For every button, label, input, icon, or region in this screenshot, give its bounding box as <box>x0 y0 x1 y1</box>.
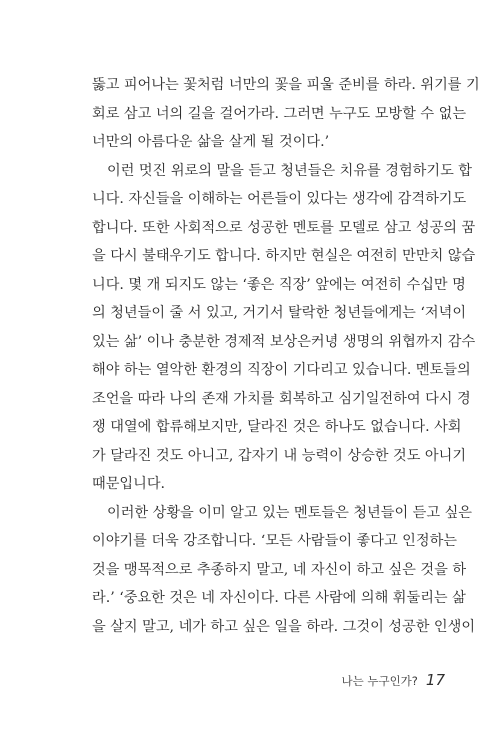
text-line: 가 달라진 것도 아니고, 갑자기 내 능력이 상승한 것도 아니기 <box>92 447 467 464</box>
text-line: 회로 삼고 너의 길을 걸어가라. 그러면 누구도 모방할 수 없는 <box>92 105 467 122</box>
body-text <box>92 71 480 641</box>
text-line: 이야기를 더욱 강조합니다. ‘모든 사람들이 좋다고 인정하는 <box>92 533 458 549</box>
running-title: 나는 누구인가? <box>341 674 418 688</box>
text-line: 라.’ ‘중요한 것은 네 자신이다. 다른 사람에 의해 휘둘리는 삶 <box>92 590 466 606</box>
text-line: 해야 하는 열악한 환경의 직장이 기다리고 있습니다. 멘토들의 <box>92 362 471 378</box>
text-line: 이러한 상황을 이미 알고 있는 멘토들은 청년들이 듣고 싶은 <box>107 504 473 521</box>
text-line: 쟁 대열에 합류해보지만, 달라진 것은 하나도 없습니다. 사회 <box>92 419 462 435</box>
text-line: 니다. 몇 개 되지도 않는 ‘좋은 직장’ 앞에는 여전히 수십만 명 <box>92 276 466 293</box>
page-number: 17 <box>425 671 445 689</box>
text-line: 뚫고 피어나는 꽃처럼 너만의 꽃을 피울 준비를 하라. 위기를 기 <box>92 77 480 93</box>
text-line: 을 살지 말고, 네가 하고 싶은 일을 하라. 그것이 성공한 인생이 <box>92 618 476 635</box>
text-line: 합니다. 또한 사회적으로 성공한 멘토를 모델로 삼고 성공의 꿈 <box>92 219 476 236</box>
text-line: 이런 멋진 위로의 말을 듣고 청년들은 치유를 경험하기도 합 <box>107 162 473 179</box>
page-footer <box>300 671 445 695</box>
text-line: 때문입니다. <box>92 476 166 492</box>
text-line: 의 청년들이 줄 서 있고, 거기서 탈락한 청년들에게는 ‘저녁이 <box>92 305 467 321</box>
text-line: 너만의 아름다운 삶을 살게 될 것이다.’ <box>92 134 330 150</box>
text-line: 을 다시 불태우기도 합니다. 하지만 현실은 여전히 만만치 않습 <box>92 248 476 264</box>
text-line: 니다. 자신들을 이해하는 어른들이 있다는 생각에 감격하기도 <box>92 191 467 207</box>
text-line: 것을 맹목적으로 추종하지 말고, 네 자신이 하고 싶은 것을 하 <box>92 561 467 578</box>
text-line: 있는 삶’ 이나 충분한 경제적 보상은커녕 생명의 위협까지 감수 <box>92 333 476 350</box>
text-line: 조언을 따라 나의 존재 가치를 회복하고 심기일전하여 다시 경 <box>92 390 471 407</box>
